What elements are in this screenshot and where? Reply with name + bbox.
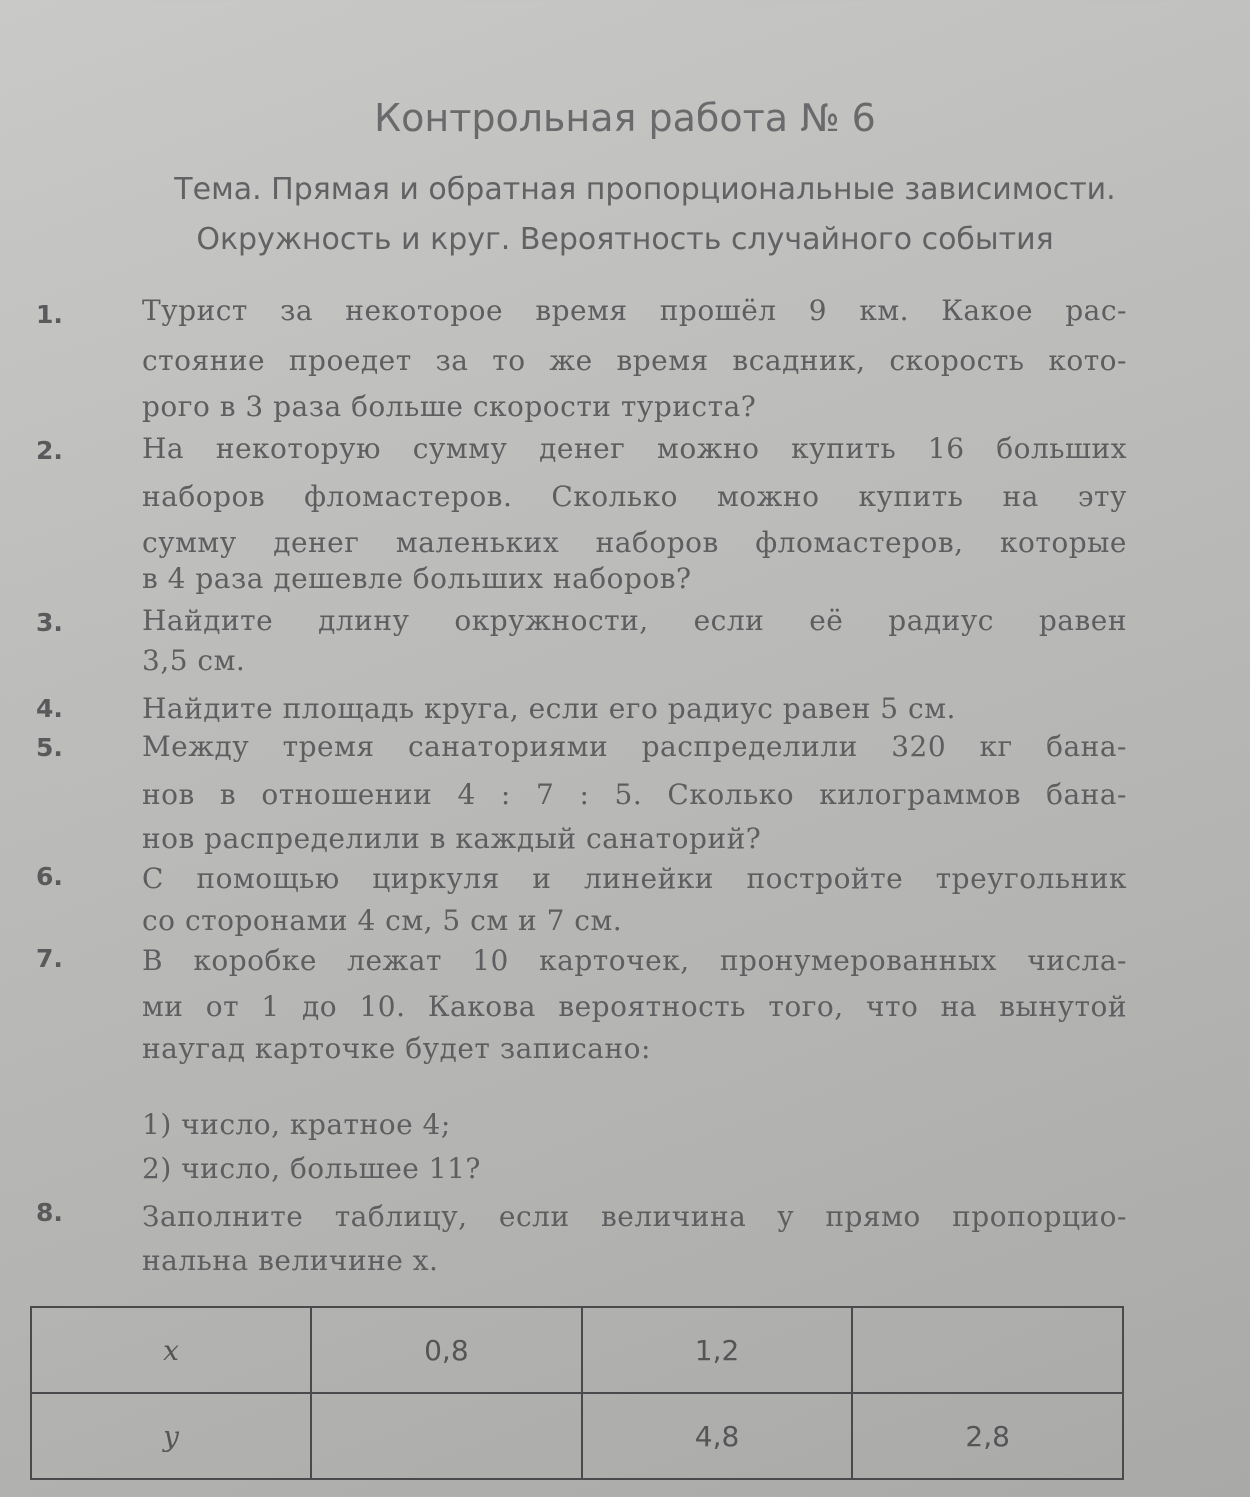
table-row (31, 1307, 1123, 1393)
task-line: С помощью циркуля и линейки постройте треугольник (142, 862, 1127, 895)
task-number: 8. (36, 1198, 63, 1227)
table-cell[interactable]: 4,8 (582, 1393, 853, 1479)
task-line: наборов фломастеров. Сколько можно купить на эту (142, 480, 1127, 513)
task-number: 6. (36, 862, 63, 891)
task-line: ми от 1 до 10. Какова вероятность того, что на вынутой (142, 990, 1127, 1023)
table-cell[interactable] (852, 1307, 1123, 1393)
table-cell[interactable]: 0,8 (311, 1307, 582, 1393)
task-line: Найдите площадь круга, если его радиус равен 5 см. (142, 692, 956, 725)
task-number: 5. (36, 733, 63, 762)
task-line: Турист за некоторое время прошёл 9 км. Какое рас- (142, 294, 1127, 327)
task-line: В коробке лежат 10 карточек, пронумерованных числа- (142, 944, 1127, 977)
task-line: со сторонами 4 см, 5 см и 7 см. (142, 904, 623, 937)
task-line: наугад карточке будет записано: (142, 1032, 651, 1065)
option-line: 1) число, кратное 4; (142, 1108, 451, 1141)
task-number: 4. (36, 694, 63, 723)
table-row-label: y (31, 1393, 311, 1479)
task-line: нов распределили в каждый санаторий? (142, 822, 762, 855)
table-row-label: x (31, 1307, 311, 1393)
table-cell[interactable] (311, 1393, 582, 1479)
table-cell[interactable]: 2,8 (852, 1393, 1123, 1479)
task-line: в 4 раза дешевле больших наборов? (142, 562, 692, 595)
task-line: рого в 3 раза больше скорости туриста? (142, 390, 757, 423)
topic-line-1: Тема. Прямая и обратная пропорциональные зависимости. (174, 172, 1116, 207)
option-line: 2) число, большее 11? (142, 1152, 481, 1185)
task-number: 7. (36, 944, 63, 973)
topic-line-2: Окружность и круг. Вероятность случайного события (196, 222, 1054, 257)
table-row (31, 1393, 1123, 1479)
proportion-table (30, 1306, 1124, 1480)
task-line: 3,5 см. (142, 644, 246, 677)
task-line: сумму денег маленьких наборов фломастеров, которые (142, 526, 1127, 559)
task-line: нов в отношении 4 : 7 : 5. Сколько килограммов бана- (142, 778, 1127, 811)
table-cell[interactable]: 1,2 (582, 1307, 853, 1393)
task-number: 3. (36, 608, 63, 637)
task-line: Между тремя санаториями распределили 320 кг бана- (142, 730, 1127, 763)
task-line: нальна величине x. (142, 1244, 439, 1277)
task-line: На некоторую сумму денег можно купить 16 больших (142, 432, 1127, 465)
task-line: Заполните таблицу, если величина y прямо пропорцио- (142, 1200, 1127, 1233)
task-line: Найдите длину окружности, если её радиус равен (142, 604, 1127, 637)
task-number: 2. (36, 436, 63, 465)
task-line: стояние проедет за то же время всадник, скорость кото- (142, 344, 1127, 377)
task-number: 1. (36, 300, 63, 329)
page-title: Контрольная работа № 6 (374, 96, 876, 140)
